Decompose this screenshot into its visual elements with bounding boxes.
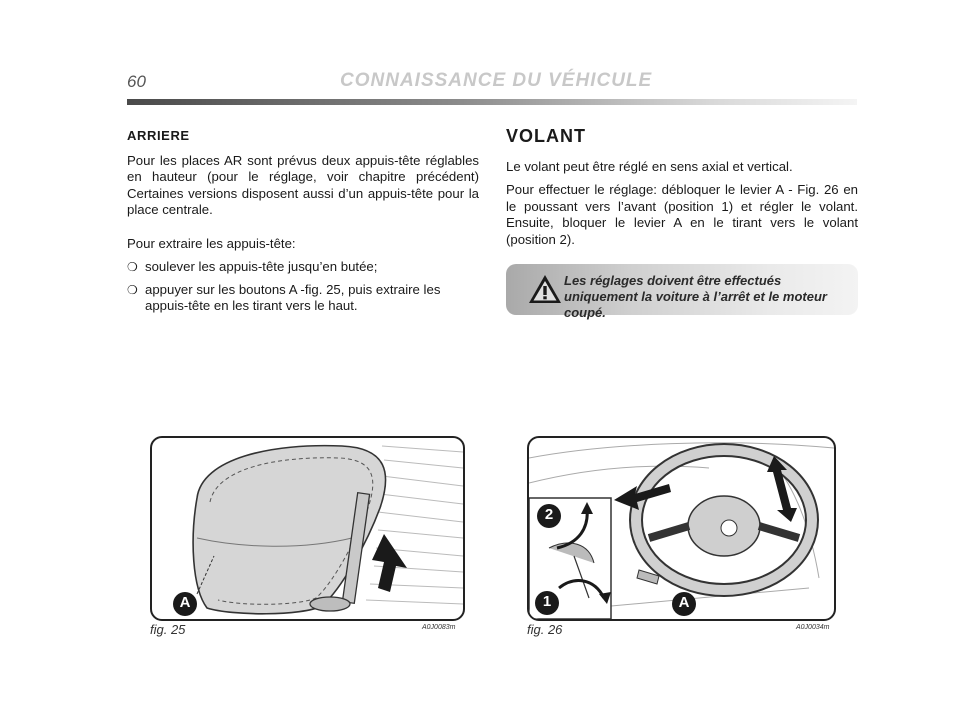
figure-25-headrest: [150, 436, 465, 621]
headrest-illustration: [152, 438, 463, 619]
steering-wheel-illustration: [529, 438, 834, 619]
warning-triangle-icon: [528, 274, 562, 304]
heading-volant: VOLANT: [506, 126, 586, 146]
page-number: 60: [127, 72, 146, 91]
figure-26-label-a: A: [678, 594, 690, 611]
figure-25-caption: fig. 25: [150, 622, 186, 637]
figure-25-label-a: A: [179, 594, 191, 611]
left-column: [127, 128, 479, 321]
bullet-mark: ❍: [127, 282, 138, 297]
figure-26-code: A0J0034m: [796, 624, 830, 631]
paragraph-volant-reglage: Pour effectuer le réglage: débloquer le levier A - Fig. 26 en le poussant vers l’avant (position 1) et régler le volant. Ensuite, bloquer le levier A en le tirant vers le volant (position 2).: [506, 182, 858, 247]
list-item: [127, 259, 479, 276]
bullet-mark: ❍: [127, 260, 138, 274]
warning-box: [506, 264, 858, 320]
figure-26-label-2: 2: [544, 506, 554, 523]
figure-25-code: A0J0083m: [422, 624, 456, 631]
figure-26-label-1: 1: [542, 593, 552, 610]
figure-26-steering-wheel: [527, 436, 836, 621]
paragraph-extraction: Pour extraire les appuis-tête:: [127, 235, 296, 251]
list-item: [127, 282, 479, 315]
section-title: CONNAISSANCE DU VÉHICULE: [340, 70, 653, 91]
right-column: [506, 128, 858, 255]
paragraph-arriere-intro: Pour les places AR sont prévus deux appuis-tête réglables en hauteur (pour le réglage, voir chapitre précédent) Certaines versions disposent aussi d’un appuis-tête pour la place centrale.: [127, 152, 479, 217]
header-rule: [127, 99, 857, 105]
heading-arriere: ARRIERE: [127, 128, 190, 143]
list-item-text: appuyer sur les boutons A -fig. 25, puis extraire les appuis-tête en les tirant vers le haut.: [145, 281, 441, 313]
warning-text: Les réglages doivent être effectués uniquement la voiture à l’arrêt et le moteur coupé.: [564, 273, 827, 320]
paragraph-volant-intro: Le volant peut être réglé en sens axial et vertical.: [506, 158, 793, 174]
list-item-text: soulever les appuis-tête jusqu’en butée;: [145, 259, 378, 274]
figure-26-caption: fig. 26: [527, 622, 563, 637]
